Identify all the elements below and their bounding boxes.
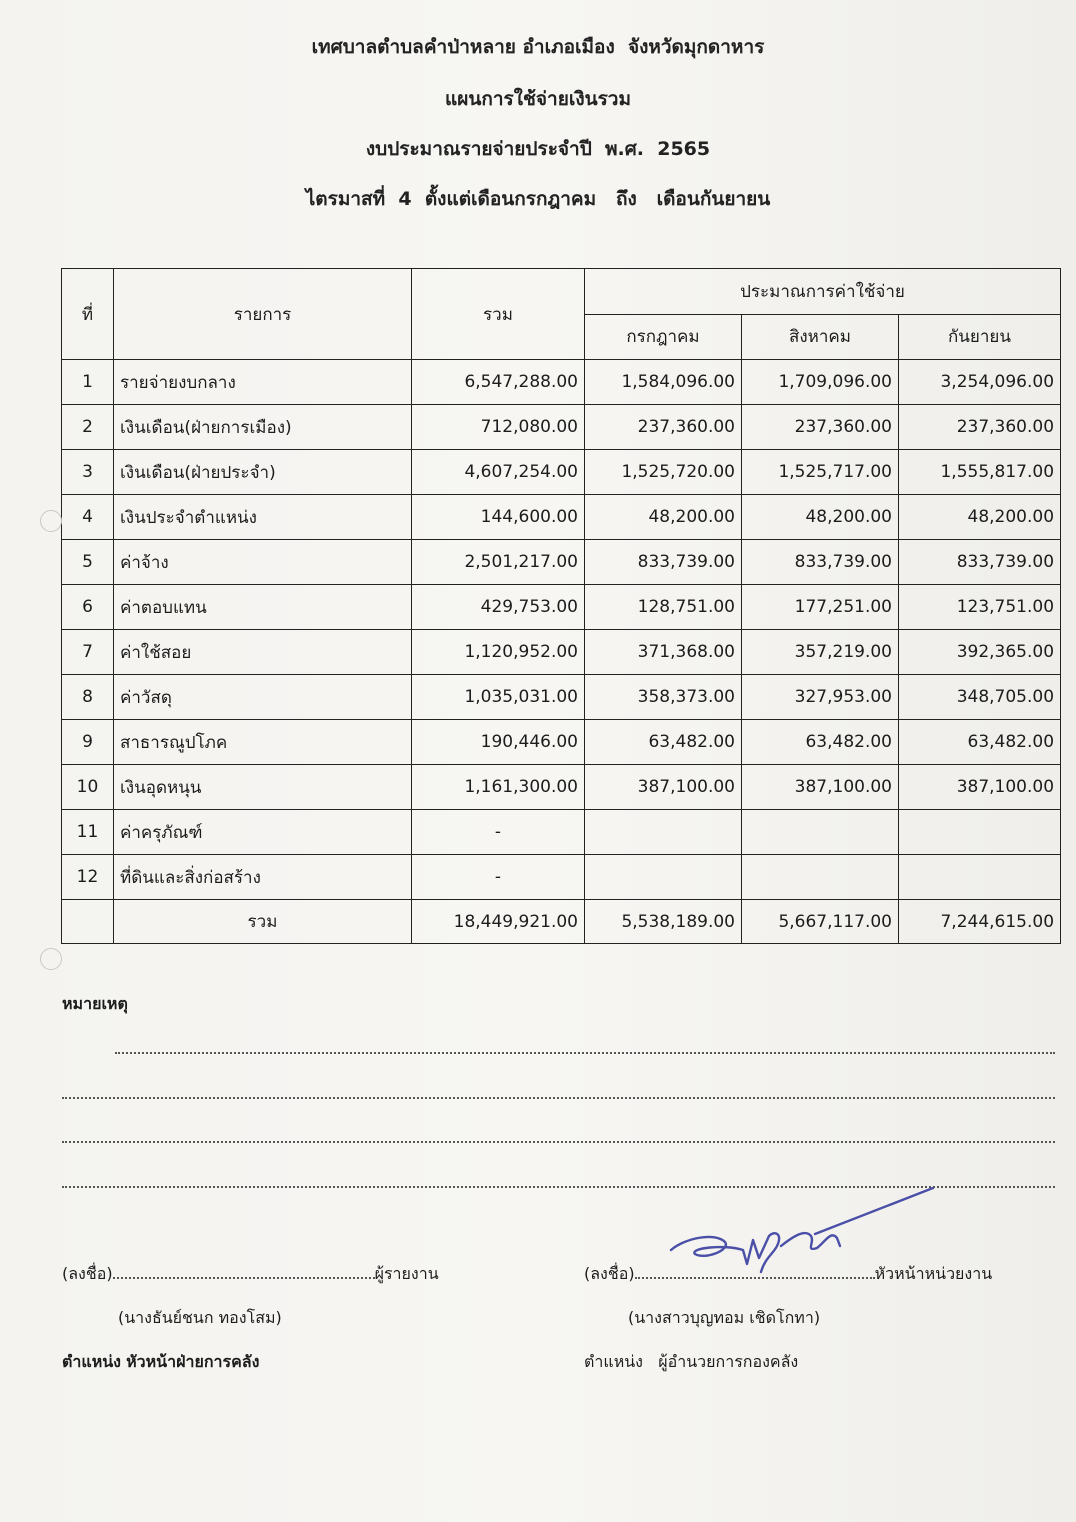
row-item: ค่าใช้สอย <box>114 630 412 675</box>
row-month-2: 237,360.00 <box>742 405 899 450</box>
table-row <box>62 765 1061 810</box>
row-month-1: 48,200.00 <box>585 495 742 540</box>
remarks-line <box>62 1141 1055 1143</box>
right-position-value: ผู้อำนวยการกองคลัง <box>658 1352 799 1371</box>
row-item: ค่าจ้าง <box>114 540 412 585</box>
row-month-1: 128,751.00 <box>585 585 742 630</box>
right-sign-prefix: (ลงชื่อ) <box>584 1264 635 1283</box>
punch-hole-bottom <box>40 948 62 970</box>
table-row <box>62 360 1061 405</box>
total-no-cell <box>62 900 114 944</box>
row-month-1: 237,360.00 <box>585 405 742 450</box>
header-line-4: ไตรมาสที่ 4 ตั้งแต่เดือนกรกฎาคม ถึง เดือนกันยายน <box>305 188 771 210</box>
row-month-1: 833,739.00 <box>585 540 742 585</box>
row-month-2: 48,200.00 <box>742 495 899 540</box>
row-month-3: 63,482.00 <box>899 720 1061 765</box>
row-month-1: 371,368.00 <box>585 630 742 675</box>
row-no: 5 <box>62 540 114 585</box>
left-position-label: ตำแหน่ง <box>62 1352 121 1371</box>
row-total: 4,607,254.00 <box>412 450 585 495</box>
table-row <box>62 450 1061 495</box>
row-month-3: 237,360.00 <box>899 405 1061 450</box>
row-item: ค่าครุภัณฑ์ <box>114 810 412 855</box>
row-total: 429,753.00 <box>412 585 585 630</box>
total-month-3: 7,244,615.00 <box>899 900 1061 944</box>
row-total: - <box>412 810 585 855</box>
header-line-1: เทศบาลตำบลคำป่าหลาย อำเภอเมือง จังหวัดมุกดาหาร <box>311 36 765 58</box>
row-no: 8 <box>62 675 114 720</box>
table-body <box>62 360 1061 900</box>
row-no: 11 <box>62 810 114 855</box>
row-no: 1 <box>62 360 114 405</box>
remarks-line <box>115 1052 1055 1054</box>
table-row <box>62 585 1061 630</box>
left-sign-prefix: (ลงชื่อ) <box>62 1264 113 1283</box>
row-month-2: 1,525,717.00 <box>742 450 899 495</box>
row-item: เงินอุดหนุน <box>114 765 412 810</box>
row-month-1: 1,584,096.00 <box>585 360 742 405</box>
table-row <box>62 630 1061 675</box>
col-header-month-2: สิงหาคม <box>742 314 899 360</box>
row-no: 10 <box>62 765 114 810</box>
table-row <box>62 540 1061 585</box>
right-signer-name: (นางสาวบุญทอม เชิดโกทา) <box>628 1308 821 1327</box>
total-amount: 18,449,921.00 <box>412 900 585 944</box>
row-item: ที่ดินและสิ่งก่อสร้าง <box>114 855 412 900</box>
header-line-3: งบประมาณรายจ่ายประจำปี พ.ศ. 2565 <box>365 138 711 160</box>
table-row <box>62 810 1061 855</box>
row-no: 7 <box>62 630 114 675</box>
total-month-1: 5,538,189.00 <box>585 900 742 944</box>
row-item: เงินเดือน(ฝ่ายการเมือง) <box>114 405 412 450</box>
row-no: 9 <box>62 720 114 765</box>
row-month-3: 833,739.00 <box>899 540 1061 585</box>
left-position <box>62 1350 259 1375</box>
row-month-1 <box>585 810 742 855</box>
right-sign-role: หัวหน้าหน่วยงาน <box>874 1264 993 1283</box>
row-month-3 <box>899 810 1061 855</box>
row-month-3: 123,751.00 <box>899 585 1061 630</box>
row-no: 6 <box>62 585 114 630</box>
col-header-total: รวม <box>412 269 585 360</box>
row-month-1: 358,373.00 <box>585 675 742 720</box>
col-header-no: ที่ <box>62 269 114 360</box>
row-month-3: 48,200.00 <box>899 495 1061 540</box>
budget-table <box>61 268 1061 944</box>
row-item: เงินประจำตำแหน่ง <box>114 495 412 540</box>
row-month-3: 1,555,817.00 <box>899 450 1061 495</box>
row-total: 190,446.00 <box>412 720 585 765</box>
row-month-2 <box>742 810 899 855</box>
row-item: สาธารณูปโภค <box>114 720 412 765</box>
row-month-3: 3,254,096.00 <box>899 360 1061 405</box>
row-month-2: 357,219.00 <box>742 630 899 675</box>
handwritten-signature-icon <box>665 1180 945 1280</box>
total-label: รวม <box>114 900 412 944</box>
left-sign-blank <box>113 1277 375 1279</box>
row-item: ค่าตอบแทน <box>114 585 412 630</box>
row-item: เงินเดือน(ฝ่ายประจำ) <box>114 450 412 495</box>
right-position-label: ตำแหน่ง <box>584 1352 643 1371</box>
row-total: 712,080.00 <box>412 405 585 450</box>
row-month-1: 1,525,720.00 <box>585 450 742 495</box>
row-month-3: 387,100.00 <box>899 765 1061 810</box>
col-header-month-1: กรกฎาคม <box>585 314 742 360</box>
left-signature-line <box>62 1262 439 1287</box>
left-position-value: หัวหน้าฝ่ายการคลัง <box>126 1352 260 1371</box>
remarks-line <box>62 1097 1055 1099</box>
row-month-2: 1,709,096.00 <box>742 360 899 405</box>
table-total-row <box>62 900 1061 944</box>
row-month-2: 177,251.00 <box>742 585 899 630</box>
table-row <box>62 855 1061 900</box>
left-signer-name: (นางธันย์ชนก ทองโสม) <box>118 1308 282 1327</box>
table-row <box>62 675 1061 720</box>
row-month-1: 63,482.00 <box>585 720 742 765</box>
row-month-2: 833,739.00 <box>742 540 899 585</box>
table-row <box>62 495 1061 540</box>
row-total: 1,161,300.00 <box>412 765 585 810</box>
punch-hole-top <box>40 510 62 532</box>
row-month-1: 387,100.00 <box>585 765 742 810</box>
row-month-2: 63,482.00 <box>742 720 899 765</box>
col-header-estimate-group: ประมาณการค่าใช้จ่าย <box>585 269 1061 315</box>
row-no: 12 <box>62 855 114 900</box>
table-row <box>62 405 1061 450</box>
remarks-title: หมายเหตุ <box>62 994 128 1013</box>
row-total: - <box>412 855 585 900</box>
row-no: 4 <box>62 495 114 540</box>
left-sign-role: ผู้รายงาน <box>374 1264 439 1283</box>
row-month-1 <box>585 855 742 900</box>
row-no: 3 <box>62 450 114 495</box>
row-total: 6,547,288.00 <box>412 360 585 405</box>
col-header-item: รายการ <box>114 269 412 360</box>
row-item: ค่าวัสดุ <box>114 675 412 720</box>
row-total: 1,035,031.00 <box>412 675 585 720</box>
row-total: 1,120,952.00 <box>412 630 585 675</box>
row-total: 2,501,217.00 <box>412 540 585 585</box>
row-no: 2 <box>62 405 114 450</box>
total-month-2: 5,667,117.00 <box>742 900 899 944</box>
table-row <box>62 720 1061 765</box>
row-month-3 <box>899 855 1061 900</box>
col-header-month-3: กันยายน <box>899 314 1061 360</box>
row-total: 144,600.00 <box>412 495 585 540</box>
header-line-2: แผนการใช้จ่ายเงินรวม <box>444 88 631 110</box>
row-month-3: 392,365.00 <box>899 630 1061 675</box>
row-month-2: 327,953.00 <box>742 675 899 720</box>
row-item: รายจ่ายงบกลาง <box>114 360 412 405</box>
row-month-3: 348,705.00 <box>899 675 1061 720</box>
right-position <box>584 1350 798 1375</box>
row-month-2: 387,100.00 <box>742 765 899 810</box>
row-month-2 <box>742 855 899 900</box>
